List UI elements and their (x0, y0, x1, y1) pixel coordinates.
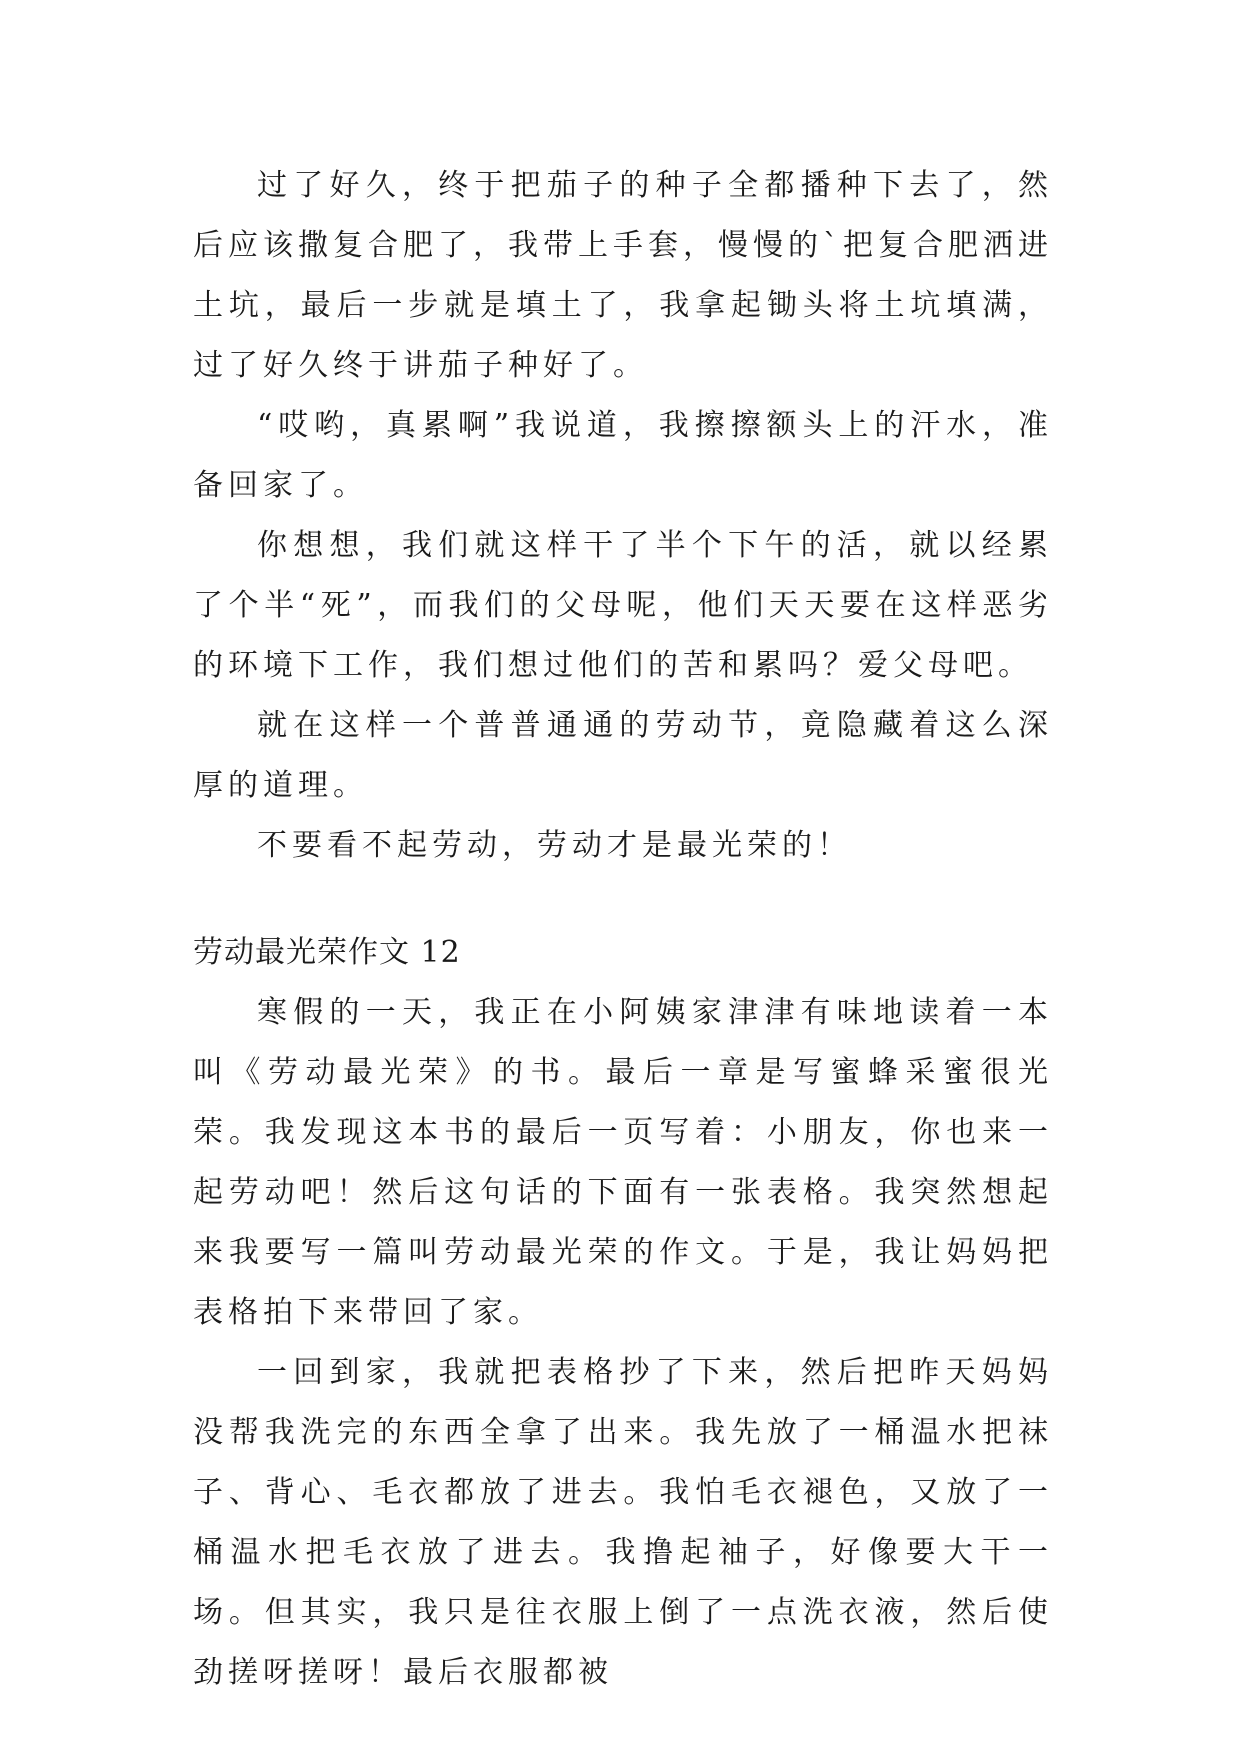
essay-heading: 劳动最光荣作文 12 (193, 935, 461, 970)
paragraph: 一回到家，我就把表格抄了下来，然后把昨天妈妈没帮我洗完的东西全拿了出来。我先放了一桶温水把袜子、背心、毛衣都放了进去。我怕毛衣褪色，又放了一桶温水把毛衣放了进去。我撸起袖子，好像要大干一场。但其实，我只是往衣服上倒了一点洗衣液，然后使劲搓呀搓呀！最后衣服都被 (193, 1355, 1053, 1690)
paragraph: 寒假的一天，我正在小阿姨家津津有味地读着一本叫《劳动最光荣》的书。最后一章是写蜜蜂采蜜很光荣。我发现这本书的最后一页写着：小朋友，你也来一起劳动吧！然后这句话的下面有一张表格。我突然想起来我要写一篇叫劳动最光荣的作文。于是，我让妈妈把表格拍下来带回了家。 (193, 995, 1053, 1330)
paragraph: 你想想，我们就这样干了半个下午的活，就以经累了个半“死”，而我们的父母呢，他们天天要在这样恶劣的环境下工作，我们想过他们的苦和累吗？爱父母吧。 (193, 528, 1053, 683)
paragraph: 过了好久，终于把茄子的种子全都播种下去了，然后应该撒复合肥了，我带上手套，慢慢的`把复合肥洒进土坑，最后一步就是填土了，我拿起锄头将土坑填满，过了好久终于讲茄子种好了。 (193, 168, 1053, 383)
paragraph: 不要看不起劳动，劳动才是最光荣的！ (257, 828, 852, 863)
essay-12 (193, 923, 1053, 1703)
paragraph: “哎哟，真累啊”我说道，我擦擦额头上的汗水，准备回家了。 (193, 408, 1053, 503)
essay-continuation (193, 156, 1053, 876)
paragraph: 就在这样一个普普通通的劳动节，竟隐藏着这么深厚的道理。 (193, 708, 1053, 803)
